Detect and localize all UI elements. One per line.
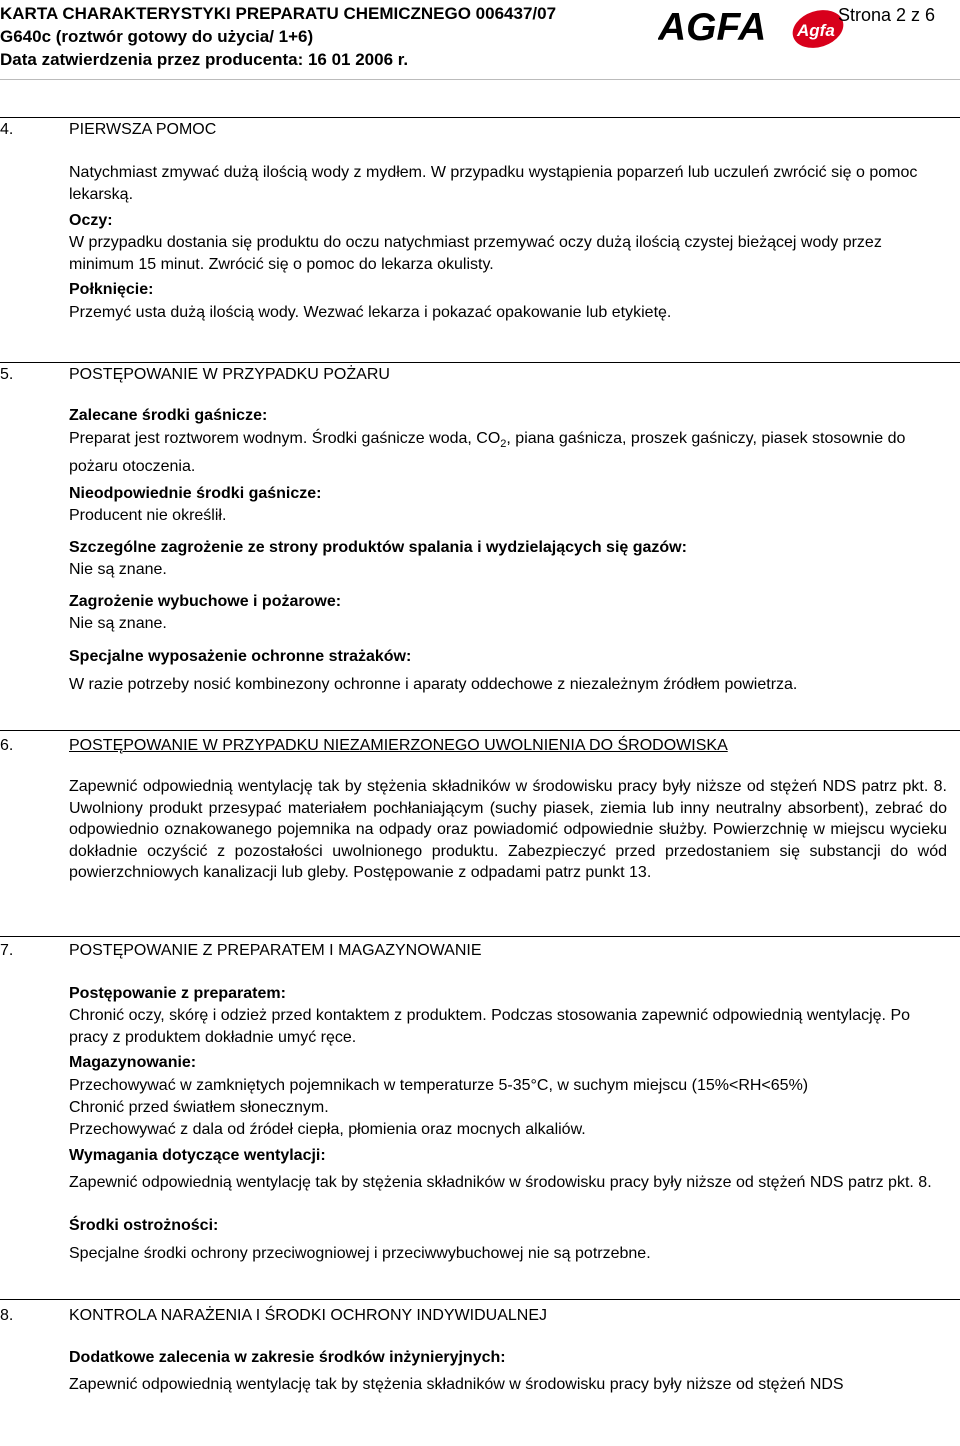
section-number: 8. bbox=[0, 1307, 14, 1324]
section-divider bbox=[0, 936, 960, 937]
extinguishing-agents: Preparat jest roztworem wodnym. Środki gaśnicze woda, $CO_2$, piana gaśnicza, proszek gaśniczy, piasek stosownie do pożaru otoczenia. bbox=[69, 430, 906, 475]
handling-label: Postępowanie z preparatem: bbox=[69, 985, 286, 1002]
section-number: 5. bbox=[0, 366, 14, 383]
approval-date: Data zatwierdzenia przez producenta: 16 01 2006 r. bbox=[0, 50, 409, 69]
combustion-hazard: Nie są znane. bbox=[69, 561, 167, 578]
ventilation-text: Zapewnić odpowiednią wentylację tak by stężenia składników w środowisku pracy były niższe od stężeń NDS patrz pkt. 8. bbox=[69, 1174, 932, 1191]
section-divider bbox=[0, 1299, 960, 1300]
section-divider bbox=[0, 362, 960, 363]
engineering-text: Zapewnić odpowiednią wentylację tak by stężenia składników w środowisku pracy były niższe od stężeń NDS bbox=[69, 1376, 844, 1393]
precautions-text: Specjalne środki ochrony przeciwogniowej i przeciwwybuchowej nie są potrzebne. bbox=[69, 1245, 651, 1262]
explosion-label: Zagrożenie wybuchowe i pożarowe: bbox=[69, 593, 342, 610]
storage-line: Chronić przed światłem słonecznym. bbox=[69, 1099, 329, 1116]
storage-line: Przechowywać z dala od źródeł ciepła, płomienia oraz mocnych alkaliów. bbox=[69, 1121, 586, 1138]
header-divider bbox=[0, 79, 960, 80]
product-name: G640c (roztwór gotowy do użycia/ 1+6) bbox=[0, 27, 314, 46]
section-title: POSTĘPOWANIE W PRZYPADKU POŻARU bbox=[69, 366, 390, 383]
agfa-logo bbox=[658, 8, 848, 55]
section-number: 7. bbox=[0, 942, 14, 959]
first-aid-eyes: W przypadku dostania się produktu do oczu natychmiast przemywać oczy dużą ilością czystej bieżącej wody przez minimum 15 minut. Zwrócić się o pomoc do lekarza okulisty. bbox=[69, 234, 882, 273]
ventilation-label: Wymagania dotyczące wentylacji: bbox=[69, 1147, 326, 1164]
section-divider bbox=[0, 730, 960, 731]
storage-line: Przechowywać w zamkniętych pojemnikach w temperaturze 5-35°C, w suchym miejscu (15%<RH<65%) bbox=[69, 1077, 809, 1094]
precautions-label: Środki ostrożności: bbox=[69, 1217, 219, 1234]
section-title: PIERWSZA POMOC bbox=[69, 121, 217, 138]
eyes-label: Oczy: bbox=[69, 212, 113, 229]
first-aid-skin: Natychmiast zmywać dużą ilością wody z mydłem. W przypadku wystąpienia poparzeń lub uczuleń zwrócić się o pomoc lekarską. bbox=[69, 164, 918, 203]
combustion-hazard-label: Szczególne zagrożenie ze strony produktów spalania i wydzielających się gazów: bbox=[69, 539, 687, 556]
document-title: KARTA CHARAKTERYSTYKI PREPARATU CHEMICZNEGO 006437/07 bbox=[0, 4, 557, 23]
section-number: 6. bbox=[0, 737, 14, 754]
section-number: 4. bbox=[0, 121, 14, 138]
handling-text: Chronić oczy, skórę i odzież przed kontaktem z produktem. Podczas stosowania zapewnić odpowiednią wentylację. Po pracy z produktem dokładnie umyć ręce. bbox=[69, 1007, 911, 1046]
section-title: POSTĘPOWANIE W PRZYPADKU NIEZAMIERZONEGO UWOLNIENIA DO ŚRODOWISKA bbox=[69, 737, 728, 754]
explosion-hazard: Nie są znane. bbox=[69, 615, 167, 632]
page-number: Strona 2 z 6 bbox=[838, 5, 936, 25]
swallow-label: Połknięcie: bbox=[69, 281, 154, 298]
svg-text:AGFA: AGFA bbox=[658, 8, 767, 49]
storage-label: Magazynowanie: bbox=[69, 1054, 197, 1071]
svg-text:Agfa: Agfa bbox=[797, 21, 835, 40]
unsuitable-label: Nieodpowiednie środki gaśnicze: bbox=[69, 485, 322, 502]
engineering-label: Dodatkowe zalecenia w zakresie środków inżynieryjnych: bbox=[69, 1349, 506, 1366]
protective-equipment: W razie potrzeby nosić kombinezony ochronne i aparaty oddechowe z niezależnym źródłem powietrza. bbox=[69, 676, 798, 693]
section-divider bbox=[0, 117, 960, 118]
section-title: POSTĘPOWANIE Z PREPARATEM I MAGAZYNOWANIE bbox=[69, 942, 482, 959]
accidental-release-text: Zapewnić odpowiednią wentylację tak by stężenia składników w środowisku pracy były niższe od stężeń NDS patrz pkt. 8. Uwolniony produkt przesypać materiałem pochłaniającym (suchy piasek, ziemia lub inny neutralny absorbent), zebrać do odpowiednio oznakowanego pojemnika na odpady oraz powiadomić odpowiednie służby. Powierzchnię w miejscu wycieku dokładnie oczyścić z pozostałości uwolnionego produktu. Zabezpieczyć przed przedostaniem się substancji do wód powierzchniowych kanalizacji lub gleby. Postępowanie z odpadami patrz punkt 13. bbox=[69, 778, 947, 882]
equipment-label: Specjalne wyposażenie ochronne strażaków: bbox=[69, 648, 412, 665]
unsuitable-agents: Producent nie określił. bbox=[69, 507, 227, 524]
first-aid-swallow: Przemyć usta dużą ilością wody. Wezwać lekarza i pokazać opakowanie lub etykietę. bbox=[69, 304, 672, 321]
extinguishing-label: Zalecane środki gaśnicze: bbox=[69, 407, 268, 424]
section-title: KONTROLA NARAŻENIA I ŚRODKI OCHRONY INDYWIDUALNEJ bbox=[69, 1307, 548, 1324]
